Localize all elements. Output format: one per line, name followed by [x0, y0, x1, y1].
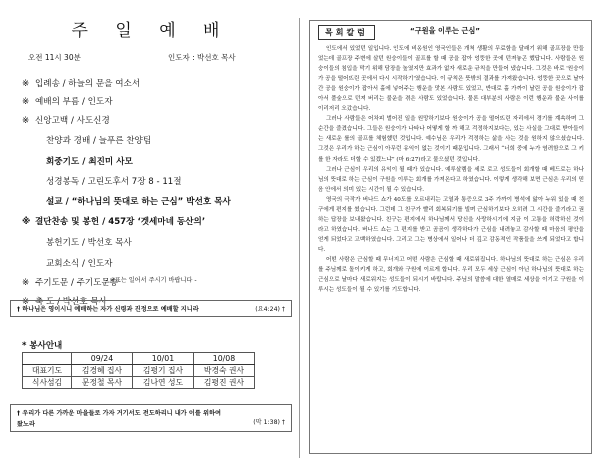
verse-box-2: [10, 404, 292, 432]
table-header: 09/24: [72, 353, 133, 365]
table-row: [23, 365, 255, 377]
table-cell: 김평기 집사: [133, 365, 194, 377]
table-header: 10/08: [194, 353, 255, 365]
verse-text: 왔노라: [17, 421, 35, 428]
table-header-row: [23, 353, 255, 365]
service-leader: 인도자 : 박선호 목사: [168, 53, 236, 62]
table-header: 10/01: [133, 353, 194, 365]
verse-reference: (막 1:38) †: [253, 419, 285, 426]
column-subtitle: “구원을 이루는 근심”: [410, 26, 480, 35]
order-item: 교회소식 / 인도자: [46, 259, 113, 269]
verse-text: † 우리가 다른 가까운 마을들로 가자 거기서도 전도하리니 내가 이를 위하여: [17, 410, 221, 417]
service-title: 주 일 예 배: [71, 21, 231, 41]
order-item: ※ 신앙고백 / 사도신경: [22, 116, 110, 126]
column-heading: 목회칼럼: [318, 25, 375, 40]
table-header: [23, 353, 72, 365]
column-paragraph: 영국의 극작가 버나드 쇼가 40도를 오르내리는 고열과 통증으로 3주 가까이 병석에 앓아 누워 있을 때 친구에게 편지를 썼습니다. 그런데 그 친구가 빨리 회복되기를 빌며 근심하기보다 오히려 그 시간을 즐기라고 권하는 답장을 보내왔습니다. 친구는 편지에서 하나님께서 당신을 사랑하시기에 지금 이 고통을 허락하신 것이라고 하였습니다. 버나드 쇼는 그 편지를 받고 곰곰이 생각하다가 근심을 내려놓고 감사할 때 마음의 평안을 얻게 되었다고 고백하였습니다. 그리고 그는 병상에서 일어나 더 깊고 감동적인 작품들을 쓰게 되었다고 합니다.: [318, 196, 584, 253]
standing-note: - ※표는 일어서 주시기 바랍니다 -: [105, 277, 197, 284]
column-paragraph: 인도에서 있었던 일입니다. 인도에 비옹원인 영국인들은 개척 생활의 무료함을 달래기 위해 골프장을 만들었는데 골프장 주변에 살던 원숭이들이 골프를 할 때 공을 잡아 엉뚱한 곳에 던져놓곤 했답니다. 사람들은 원숭이들의 침입을 막기 위해 담장을 높였지만 효과가 없자 새로운 규칙을 만들어 냈습니다. 그것은 바로 '원숭이가 공을 떨어뜨린 곳에서 다시 시작하기'였습니다. 이 규칙은 뜻밖의 결과를 가져왔습니다. 엉뚱한 곳으로 날아간 공을 원숭이가 잡아서 홀에 넣어주는 행운을 맛본 사람도 있었고, 반대로 홀 가까이 날린 공을 원숭이가 잡아서 풀숲으로 던져 버리는 불운을 겪은 사람도 있었습니다. 물론 대부분의 사람은 이런 행운과 불운 사이를 이리저리 오갔습니다.: [318, 46, 584, 113]
verse-text: † 하나님은 영이시니 예배하는 자가 신령과 진정으로 예배할 지니라: [17, 306, 199, 313]
order-item-sermon: 설교 / “하나님의 뜻대로 하는 근심” 박선호 목사: [46, 197, 231, 207]
order-item: ※ 결단찬송 및 봉헌 / 457장 ‘겟세마네 동산의’: [22, 217, 206, 227]
column-paragraph: 그러나 사람들은 어차피 벌어진 일을 원망하기보다 원숭이가 공을 떨어뜨린 자리에서 경기를 계속하며 그 순간을 즐겼습니다. 그들은 원숭이가 나타나 어떻게 할 까 해고 걱정하지보다는, 있는 사실을 그대로 받아들이는 새로운 룰의 골프를 체험했던 것입니다. 예수님은 우리가 걱정하는 삶을 사는 것을 원하지 않으셨습니다. 그것은 우리가 하는 근심이 아무런 유익이 없는 것이기 때문입니다. 그래서 “너희 중에 누가 염려함으로 그 키를 한 자라도 더할 수 있겠느냐” (마 6:27)라고 물으셨던 것입니다.: [318, 116, 584, 163]
column-paragraph: 어떤 사람은 근심할 때 무너지고 어떤 사람은 근심할 때 새로워집니다. 하나님의 뜻대로 하는 근심은 우리를 주님께로 돌이키게 하고, 회개와 구원에 이르게 합니다. 우리 모두 세상 근심이 아닌 하나님의 뜻대로 하는 근심으로 날마다 새로워지는 성도들이 되시기 바랍니다. 주님의 말씀에 대한 열매로 세상을 이기고 구원을 이루시는 성도들이 될 수 있기를 기도합니다.: [318, 256, 584, 294]
table-cell: 박경숙 권사: [194, 365, 255, 377]
order-item: 성경봉독 / 고린도후서 7장 8 - 11절: [46, 177, 182, 187]
table-cell: 김경혜 집사: [72, 365, 133, 377]
service-table: [22, 352, 255, 389]
order-item: ※ 축 도 / 박선호 목사: [22, 297, 107, 307]
service-time: 오전 11시 30분: [28, 53, 81, 62]
order-item: ※ 예배의 부름 / 인도자: [22, 97, 113, 107]
table-cell: 식사섬김: [23, 377, 72, 389]
column-body: [318, 44, 584, 295]
table-cell: 문정철 목사: [72, 377, 133, 389]
table-row: [23, 377, 255, 389]
service-guide-title: * 봉사안내: [22, 341, 63, 351]
page-divider: [299, 18, 300, 458]
pastoral-column: [309, 20, 592, 454]
table-cell: 김평진 권사: [194, 377, 255, 389]
order-item: 봉헌기도 / 박선호 목사: [46, 238, 132, 248]
verse-reference: (요4:24) †: [255, 306, 285, 313]
order-item: ※ 입례송 / 하늘의 문을 여소서: [22, 79, 141, 89]
order-item: 회중기도 / 최진미 사모: [46, 157, 133, 167]
order-item: 찬양과 경배 / 늘푸른 찬양팀: [46, 136, 152, 146]
table-cell: 김나연 성도: [133, 377, 194, 389]
column-paragraph: 그러나 근심이 우리의 유익이 될 때가 있습니다. 예루살렘을 세로 로고 성도들이 회개할 때 베드로는 하나님의 뜻대로 하는 근심이 구원을 이루는 회개를 가져온다고 하였습니다. 이렇게 생각해 보면 근심은 우리의 믿음 안에서 의미 있는 시간이 될 수 있습니다.: [318, 166, 584, 193]
order-item: ※ 주기도문 / 주기도문송: [22, 278, 119, 288]
verse-box: [10, 300, 292, 317]
table-cell: 대표기도: [23, 365, 72, 377]
